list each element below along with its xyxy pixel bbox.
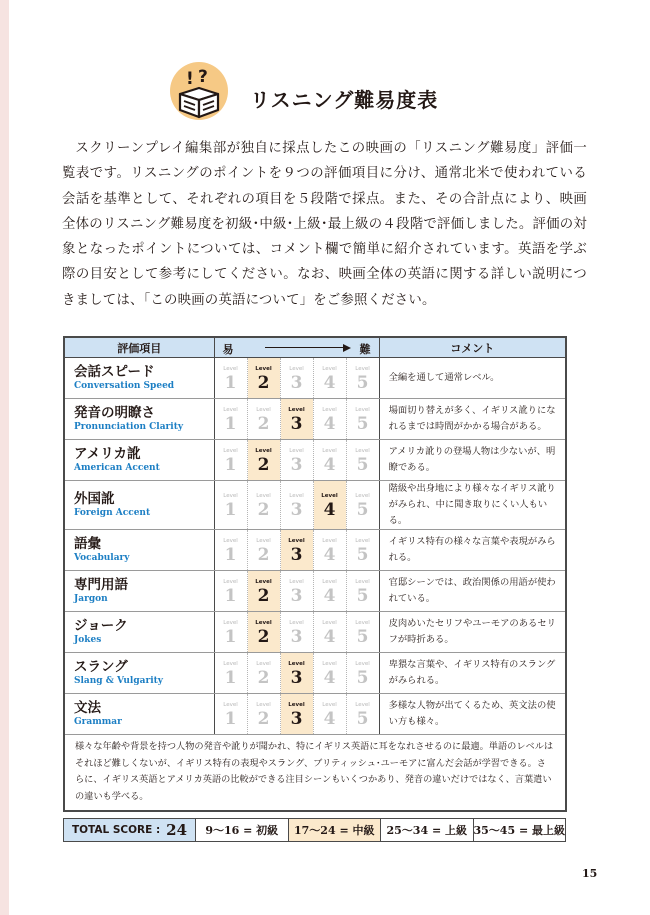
table-row: [64, 481, 566, 530]
score-band-intermediate: 17〜24 = 中級: [288, 819, 381, 841]
difficulty-arrow-icon: [265, 347, 349, 348]
score-band-advanced: 25〜34 = 上級: [380, 819, 473, 841]
level-cell-selected: [280, 694, 313, 735]
total-score-text: TOTAL SCORE :: [71, 824, 161, 836]
level-cell: [346, 694, 379, 735]
total-score-bar: [63, 818, 566, 842]
item-name-jp: アメリカ訛: [74, 446, 141, 462]
item-name-en: Grammar: [74, 717, 122, 727]
level-number: 3: [290, 413, 303, 434]
level-word: Level: [288, 406, 305, 413]
level-number: 3: [290, 708, 303, 729]
level-number: 5: [356, 499, 369, 520]
level-cell: [247, 399, 280, 440]
total-score-label: [64, 819, 195, 841]
level-number: 5: [356, 667, 369, 688]
level-word: Level: [355, 619, 370, 626]
level-number: 4: [323, 454, 336, 475]
comment-cell: 官邸シーンでは、政治関係の用語が使われている。: [379, 571, 566, 612]
level-number: 5: [356, 413, 369, 434]
level-cell: [313, 440, 346, 481]
level-number: 2: [257, 454, 270, 475]
level-word: Level: [256, 660, 271, 667]
level-cell: [214, 612, 247, 653]
svg-text:?: ?: [198, 67, 208, 87]
level-number: 4: [323, 585, 336, 606]
level-number: 3: [290, 499, 303, 520]
level-cell-selected: [280, 399, 313, 440]
table-row: [64, 399, 566, 440]
level-word: Level: [256, 406, 271, 413]
level-word: Level: [223, 406, 238, 413]
total-score-value: 24: [166, 821, 188, 839]
item-name-jp: 会話スピード: [74, 364, 155, 380]
level-cell: [280, 440, 313, 481]
level-cell: [214, 530, 247, 571]
header-scale: [214, 337, 379, 358]
level-word: Level: [223, 578, 238, 585]
level-cell: [247, 653, 280, 694]
level-cell-selected: [247, 440, 280, 481]
level-word: Level: [256, 701, 271, 708]
level-word: Level: [355, 578, 370, 585]
comment-cell: 多様な人物が出てくるため、英文法の使い方も様々。: [379, 694, 566, 735]
level-number: 2: [257, 544, 270, 565]
comment-cell: 皮肉めいたセリフやユーモアのあるセリフが時折ある。: [379, 612, 566, 653]
item-name-cell: [64, 399, 214, 440]
table-row: [64, 440, 566, 481]
level-number: 4: [323, 499, 336, 520]
item-name-cell: [64, 571, 214, 612]
level-cell: [313, 694, 346, 735]
level-word: Level: [322, 406, 337, 413]
level-cell: [214, 653, 247, 694]
level-word: Level: [322, 660, 337, 667]
item-name-en: Slang & Vulgarity: [74, 676, 164, 686]
comment-cell: 場面切り替えが多く、イギリス訛りになれるまでは時間がかかる場合がある。: [379, 399, 566, 440]
page-edge-strip: [0, 0, 9, 915]
table-row: [64, 612, 566, 653]
level-word: Level: [255, 365, 272, 372]
item-name-jp: 発音の明瞭さ: [74, 405, 155, 421]
level-word: Level: [322, 537, 337, 544]
level-number: 3: [290, 454, 303, 475]
level-number: 5: [356, 544, 369, 565]
level-number: 2: [257, 626, 270, 647]
score-band-beginner: 9〜16 = 初級: [195, 819, 288, 841]
item-name-jp: ジョーク: [74, 618, 128, 634]
level-word: Level: [322, 447, 337, 454]
comment-cell: 卑猥な言葉や、イギリス特有のスラングがみられる。: [379, 653, 566, 694]
level-word: Level: [355, 492, 370, 499]
level-cell: [214, 571, 247, 612]
score-band-expert: 35〜45 = 最上級: [473, 819, 566, 841]
item-name-en: Pronunciation Clarity: [74, 422, 184, 432]
level-cell: [214, 399, 247, 440]
level-word: Level: [289, 492, 304, 499]
level-word: Level: [289, 447, 304, 454]
level-cell: [346, 653, 379, 694]
table-row: [64, 694, 566, 735]
level-cell: [280, 612, 313, 653]
level-cell: [313, 612, 346, 653]
level-cell: [346, 358, 379, 399]
svg-text:!: !: [186, 69, 194, 89]
level-cell: [346, 530, 379, 571]
level-cell: [346, 440, 379, 481]
rating-rows: [64, 358, 566, 735]
level-cell-selected: [313, 481, 346, 530]
level-cell: [214, 358, 247, 399]
level-cell: [313, 530, 346, 571]
level-number: 4: [323, 413, 336, 434]
item-name-en: Jargon: [74, 594, 108, 604]
header-hard: 難: [359, 343, 371, 356]
level-cell: [247, 694, 280, 735]
level-cell: [346, 612, 379, 653]
item-name-jp: 語彙: [74, 536, 101, 552]
level-cell-selected: [247, 358, 280, 399]
level-word: Level: [355, 537, 370, 544]
level-word: Level: [223, 492, 238, 499]
level-cell: [280, 358, 313, 399]
question-box-icon: [166, 60, 232, 122]
level-number: 5: [356, 372, 369, 393]
level-cell: [214, 481, 247, 530]
level-word: Level: [355, 660, 370, 667]
level-cell: [247, 530, 280, 571]
level-word: Level: [355, 365, 370, 372]
level-cell: [313, 653, 346, 694]
header-comment: コメント: [379, 337, 566, 358]
level-cell: [346, 481, 379, 530]
level-word: Level: [355, 701, 370, 708]
level-cell: [313, 358, 346, 399]
item-name-jp: スラング: [74, 659, 128, 675]
page-title: リスニング難易度表: [250, 88, 439, 112]
item-name-en: American Accent: [74, 463, 160, 473]
level-number: 4: [323, 667, 336, 688]
level-number: 5: [356, 454, 369, 475]
level-cell: [313, 571, 346, 612]
level-number: 2: [257, 499, 270, 520]
level-cell: [346, 571, 379, 612]
level-number: 1: [224, 454, 237, 475]
level-word: Level: [288, 660, 305, 667]
item-name-jp: 文法: [74, 700, 101, 716]
item-name-cell: [64, 653, 214, 694]
item-name-cell: [64, 358, 214, 399]
item-name-en: Foreign Accent: [74, 508, 151, 518]
level-number: 5: [356, 585, 369, 606]
level-cell: [280, 481, 313, 530]
item-name-jp: 専門用語: [74, 577, 128, 593]
level-word: Level: [223, 660, 238, 667]
table-row: [64, 653, 566, 694]
item-name-en: Vocabulary: [74, 553, 130, 563]
item-name-en: Jokes: [74, 635, 102, 645]
level-word: Level: [322, 578, 337, 585]
level-word: Level: [255, 619, 272, 626]
level-number: 1: [224, 708, 237, 729]
level-number: 1: [224, 413, 237, 434]
level-word: Level: [288, 701, 305, 708]
level-number: 3: [290, 544, 303, 565]
level-number: 4: [323, 708, 336, 729]
level-word: Level: [223, 619, 238, 626]
level-number: 1: [224, 372, 237, 393]
level-word: Level: [223, 537, 238, 544]
level-number: 2: [257, 708, 270, 729]
level-number: 2: [257, 413, 270, 434]
level-number: 3: [290, 372, 303, 393]
table-row: [64, 530, 566, 571]
level-number: 3: [290, 626, 303, 647]
level-number: 5: [356, 626, 369, 647]
level-number: 2: [257, 372, 270, 393]
item-name-cell: [64, 612, 214, 653]
level-number: 2: [257, 667, 270, 688]
comment-cell: 階級や出身地により様々なイギリス訛りがみられ、中に聞き取りにくい人もいる。: [379, 481, 566, 530]
level-number: 1: [224, 544, 237, 565]
level-word: Level: [256, 492, 271, 499]
level-number: 1: [224, 585, 237, 606]
level-word: Level: [223, 701, 238, 708]
level-number: 3: [290, 667, 303, 688]
level-cell-selected: [247, 612, 280, 653]
page-number: 15: [582, 867, 598, 880]
item-name-en: Conversation Speed: [74, 381, 175, 391]
level-word: Level: [321, 492, 338, 499]
level-word: Level: [289, 578, 304, 585]
level-cell: [247, 481, 280, 530]
header-easy: 易: [222, 343, 234, 356]
level-word: Level: [322, 365, 337, 372]
level-cell-selected: [280, 530, 313, 571]
level-cell-selected: [247, 571, 280, 612]
level-number: 4: [323, 544, 336, 565]
level-cell: [346, 399, 379, 440]
level-cell: [214, 440, 247, 481]
level-word: Level: [256, 537, 271, 544]
comment-cell: アメリカ訛りの登場人物は少ないが、明瞭である。: [379, 440, 566, 481]
level-cell: [313, 399, 346, 440]
item-name-cell: [64, 694, 214, 735]
level-word: Level: [223, 447, 238, 454]
level-number: 5: [356, 708, 369, 729]
header-item: 評価項目: [64, 337, 214, 358]
level-word: Level: [255, 447, 272, 454]
level-word: Level: [289, 365, 304, 372]
level-number: 1: [224, 626, 237, 647]
level-cell: [280, 571, 313, 612]
level-word: Level: [255, 578, 272, 585]
level-word: Level: [355, 447, 370, 454]
level-word: Level: [289, 619, 304, 626]
level-cell-selected: [280, 653, 313, 694]
level-number: 4: [323, 372, 336, 393]
item-name-cell: [64, 481, 214, 530]
level-word: Level: [355, 406, 370, 413]
item-name-jp: 外国訛: [74, 491, 115, 507]
level-word: Level: [322, 701, 337, 708]
overall-note: 様々な年齢や背景を持つ人物の発音や訛りが聞かれ、特にイギリス英語に耳をなれさせるのに最適。単語のレベルはそれほど難しくないが、イギリス特有の表現やスラング、ブリティッシュ･ユーモアに富んだ会話が学習できる。さらに、イギリス英語とアメリカ英語の比較ができる注目シーンもいくつかあり、発音の違いだけではなく、言葉遣いの違いも学べる。: [64, 735, 566, 812]
table-row: [64, 571, 566, 612]
comment-cell: 全編を通して通常レベル。: [379, 358, 566, 399]
level-number: 1: [224, 667, 237, 688]
intro-paragraph: スクリーンプレイ編集部が独自に採点したこの映画の「リスニング難易度」評価一覧表です。リスニングのポイントを９つの評価項目に分け、通常北米で使われている会話を基準として、それぞれの項目を５段階で採点。また、その合計点により、映画全体のリスニング難易度を初級･中級･上級･最上級の４段階で評価しました。評価の対象となったポイントについては、コメント欄で簡単に紹介されています。英語を学ぶ際の目安として参考にしてください。なお、映画全体の英語に関する詳しい説明につきましては、「この映画の英語について」をご参照ください。: [62, 141, 587, 308]
level-number: 3: [290, 585, 303, 606]
level-number: 4: [323, 626, 336, 647]
comment-cell: イギリス特有の様々な言葉や表現がみられる。: [379, 530, 566, 571]
level-word: Level: [288, 537, 305, 544]
level-word: Level: [223, 365, 238, 372]
item-name-cell: [64, 440, 214, 481]
level-number: 1: [224, 499, 237, 520]
listening-difficulty-table: [63, 336, 567, 812]
level-word: Level: [322, 619, 337, 626]
level-cell: [214, 694, 247, 735]
level-number: 2: [257, 585, 270, 606]
item-name-cell: [64, 530, 214, 571]
table-row: [64, 358, 566, 399]
